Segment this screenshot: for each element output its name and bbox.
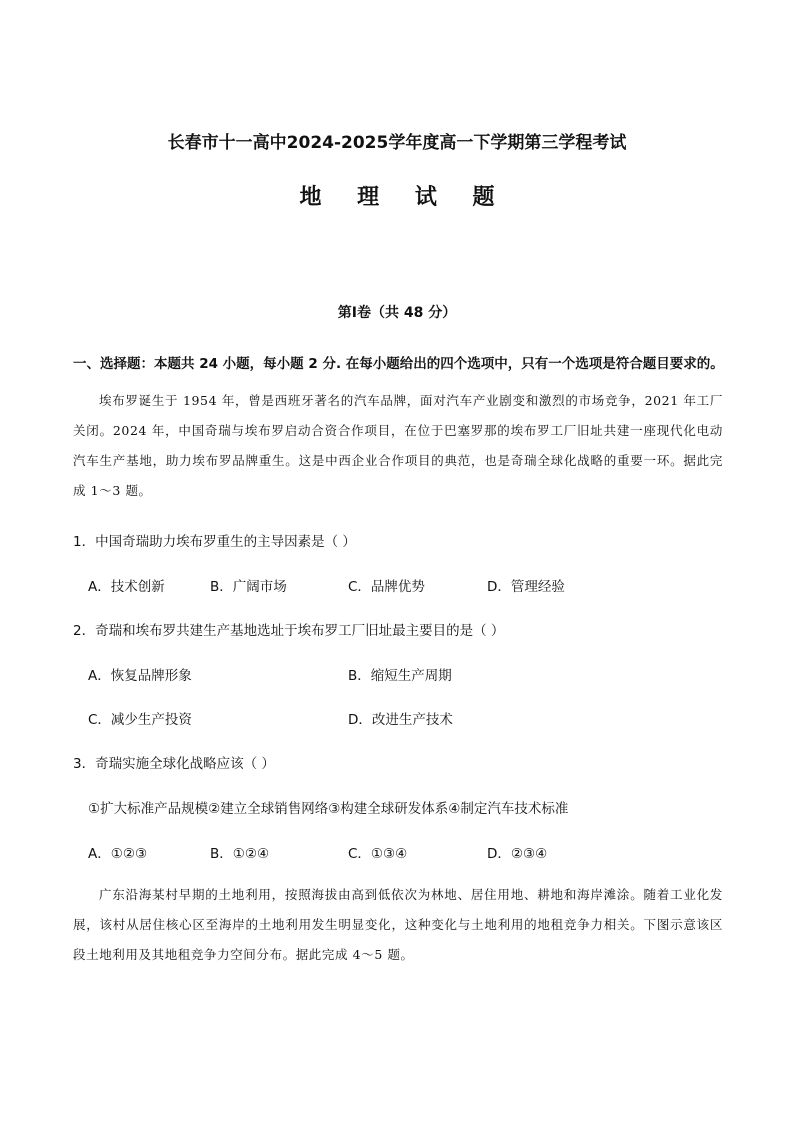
- passage-2: 广东沿海某村早期的土地利用，按照海拔由高到低依次为林地、居住用地、耕地和海岸滩涂。随着工业化发展，该村从居住核心区至海岸的土地利用发生明显变化，这种变化与土地利用的地租竞争力相关。下图示意该区段土地利用及其地租竞争力空间分布。据此完成 4～5 题。: [73, 887, 723, 962]
- question-3-statements: ①扩大标准产品规模②建立全球销售网络③构建全球研发体系④制定汽车技术标准: [88, 801, 569, 817]
- question-3-option-b[interactable]: B．①②④: [210, 846, 270, 862]
- question-2-option-d[interactable]: D．改进生产技术: [348, 712, 453, 728]
- question-2-option-b[interactable]: B．缩短生产周期: [348, 668, 452, 684]
- question-3-option-c[interactable]: C．①③④: [348, 846, 408, 862]
- question-1-stem: 1．中国奇瑞助力埃布罗重生的主导因素是（ ）: [73, 534, 356, 550]
- question-3-option-d[interactable]: D．②③④: [487, 846, 548, 862]
- section-instruction: 一、选择题：本题共 24 小题，每小题 2 分. 在每小题给出的四个选项中，只有一个选项是符合题目要求的。: [73, 356, 724, 372]
- question-1-option-d[interactable]: D．管理经验: [487, 579, 565, 595]
- passage-1: 埃布罗诞生于 1954 年，曾是西班牙著名的汽车品牌，面对汽车产业剧变和激烈的市场竞争，2021 年工厂关闭。2024 年，中国奇瑞与埃布罗启动合资合作项目，在位于巴塞罗那的埃布罗工厂旧址共建一座现代化电动汽车生产基地，助力埃布罗品牌重生。这是中西企业合作项目的典范，也是奇瑞全球化战略的重要一环。据此完成 1～3 题。: [73, 393, 723, 498]
- question-2-option-c[interactable]: C．减少生产投资: [88, 712, 192, 728]
- question-2-option-a[interactable]: A．恢复品牌形象: [88, 668, 192, 684]
- question-1-option-c[interactable]: C．品牌优势: [348, 579, 425, 595]
- question-3-stem: 3．奇瑞实施全球化战略应该（ ）: [73, 756, 275, 772]
- question-1-option-a[interactable]: A．技术创新: [88, 579, 165, 595]
- subject-title: 地 理 试 题: [299, 185, 495, 210]
- section-title: 第Ⅰ卷（共 48 分）: [337, 305, 457, 321]
- exam-title: 长春市十一高中2024-2025学年度高一下学期第三学程考试: [167, 133, 627, 153]
- question-1-option-b[interactable]: B．广阔市场: [210, 579, 287, 595]
- question-3-option-a[interactable]: A．①②③: [88, 846, 148, 862]
- question-2-stem: 2．奇瑞和埃布罗共建生产基地选址于埃布罗工厂旧址最主要目的是（ ）: [73, 623, 505, 639]
